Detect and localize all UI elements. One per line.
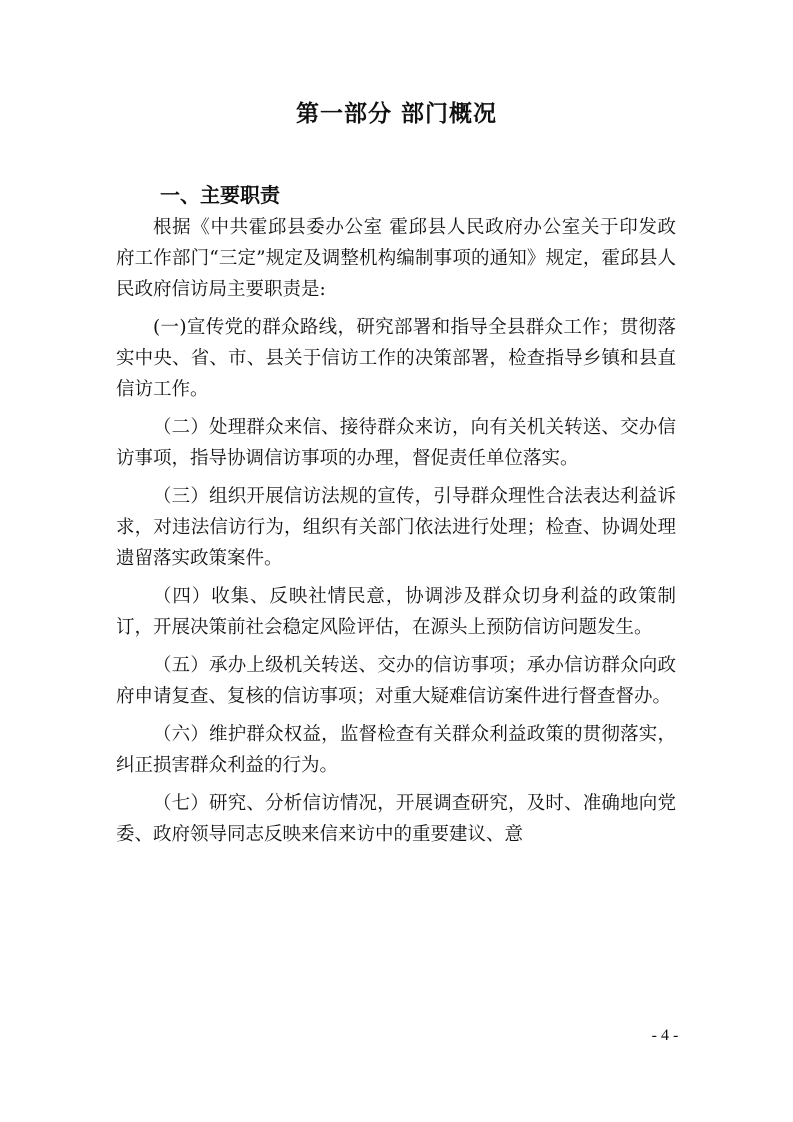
- duty-item-1: (一)宣传党的群众路线，研究部署和指导全县群众工作；贯彻落实中央、省、市、县关于信访工作的决策部署，检查指导乡镇和县直信访工作。: [116, 317, 676, 400]
- duty-item-7: （七）研究、分析信访情况，开展调查研究，及时、准确地向党委、政府领导同志反映来信来访中的重要建议、意: [116, 793, 676, 845]
- duty-item-5: （五）承办上级机关转送、交办的信访事项；承办信访群众向政府申请复查、复核的信访事项；对重大疑难信访案件进行督查督办。: [116, 655, 676, 707]
- duty-item-3: （三）组织开展信访法规的宣传，引导群众理性合法表达利益诉求，对违法信访行为，组织有关部门依法进行处理；检查、协调处理遗留落实政策案件。: [116, 486, 676, 569]
- page-title: 第一部分 部门概况: [295, 101, 497, 127]
- body-text: [116, 212, 676, 850]
- duty-item-2: （二）处理群众来信、接待群众来访，向有关机关转送、交办信访事项，指导协调信访事项的办理，督促责任单位落实。: [116, 417, 676, 469]
- intro-paragraph: 根据《中共霍邱县委办公室 霍邱县人民政府办公室关于印发政府工作部门“三定”规定及调整机构编制事项的通知》规定，霍邱县人民政府信访局主要职责是:: [116, 217, 676, 300]
- section-heading: 一、主要职责: [160, 183, 280, 207]
- duty-item-4: （四）收集、反映社情民意，协调涉及群众切身利益的政策制订，开展决策前社会稳定风险评估，在源头上预防信访问题发生。: [116, 586, 676, 638]
- duty-item-6: （六）维护群众权益，监督检查有关群众利益政策的贯彻落实，纠正损害群众利益的行为。: [116, 724, 676, 776]
- page-number: - 4 -: [651, 1027, 679, 1044]
